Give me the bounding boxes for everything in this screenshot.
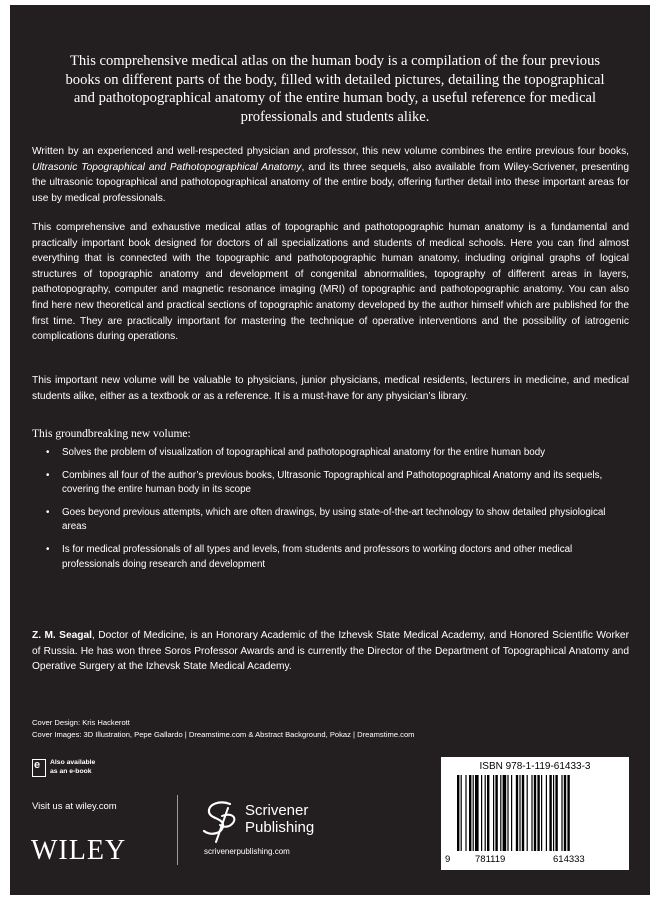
list-item	[46, 506, 621, 535]
ebook-notice-text	[50, 759, 95, 776]
feature-list-heading: This groundbreaking new volume:	[32, 428, 191, 440]
description-paragraph-1	[32, 144, 629, 206]
barcode-lead-digit: 9	[445, 854, 451, 865]
isbn-label: ISBN 978-1-119-61433-3	[479, 761, 591, 772]
description-paragraph-1-text-end: , and its three sequels, also available from Wiley-Scrivener, presenting the ultrasonic topographical and pathotopographical anatomy of the entire body, offering further detail into these important areas for use by medical professionals.	[32, 161, 629, 204]
ebook-notice	[32, 759, 95, 777]
list-item-text: Goes beyond previous attempts, which are often drawings, by using state-of-the-art technology to show detailed physiological areas	[62, 506, 606, 533]
bullet-icon: •	[46, 543, 50, 555]
bullet-icon: •	[46, 447, 50, 458]
description-paragraph-2: This comprehensive and exhaustive medical atlas of topographic and pathotopographic human anatomy is a fundamental and practically important book designed for doctors of all specializations and students of medical schools. Here you can find almost everything that is connected with the topographic and pathotopographic human anatomy, including original graphs of logical structures of topographic anatomy and development of congenital abnormalities, topography of different areas in layers, pathotopography, computer and magnetic resonance imaging (MRI) of topographic and pathotopographic anatomy. You can also find here new theoretical and practical sections of topographic anatomy developed by the author himself which are published for the first time. They are practically important for mastering the technique of operative interventions and the possibility of iatrogenic complications during operations.	[32, 222, 629, 343]
barcode-icon	[455, 775, 615, 855]
back-cover	[10, 5, 650, 895]
author-name: Z. M. Seagal	[32, 630, 93, 641]
ebook-line-1: Also available	[50, 759, 96, 766]
description-paragraph-3: This important new volume will be valuable to physicians, junior physicians, medical residents, lecturers in medicine, and medical students alike, either as a textbook or as a reference. It is a must-have for any physician’s library.	[32, 375, 629, 402]
feature-list	[46, 446, 621, 580]
barcode-digits-left: 781119	[475, 854, 506, 865]
list-item	[46, 469, 621, 498]
bullet-icon: •	[46, 506, 50, 518]
scrivener-url: scrivenerpublishing.com	[204, 847, 290, 856]
logo-divider	[177, 795, 178, 865]
scrivener-line-2: Publishing	[245, 819, 315, 836]
list-item	[46, 543, 621, 572]
list-item	[46, 446, 621, 461]
list-item-text: Is for medical professionals of all types and levels, from students and professors to working doctors and other medical professionals doing research and development	[62, 543, 573, 570]
bullet-icon: •	[46, 469, 50, 481]
isbn-barcode	[441, 757, 629, 870]
scrivener-sp-logo-icon	[200, 798, 242, 844]
cover-images-credit: Cover Images: 3D Illustration, Pepe Gallardo | Dreamstime.com & Abstract Background, Pokaz | Dreamstime.com	[32, 730, 415, 739]
cover-design-credit: Cover Design: Kris Hackerott	[32, 718, 130, 727]
previous-book-title: Ultrasonic Topographical and Pathotopographical Anatomy	[32, 161, 302, 173]
description-paragraph-1-text: Written by an experienced and well-respected physician and professor, this new volume combines the entire previous four books,	[32, 146, 629, 157]
author-bio-text: , Doctor of Medicine, is an Honorary Academic of the Izhevsk State Medical Academy, and Honored Scientific Worker of Russia. He has won three Soros Professor Awards and is currently the Director of the Department of Topographical Anatomy and Operative Surgery at the Izhevsk State Medical Academy.	[32, 630, 629, 673]
author-bio	[32, 628, 629, 675]
wiley-logo: WILEY	[31, 835, 127, 866]
ebook-icon	[32, 759, 46, 777]
list-item-text: Solves the problem of visualization of topographical and pathotopographical anatomy for the entire human body	[62, 447, 546, 458]
cover-credits	[32, 717, 415, 741]
scrivener-line-1: Scrivener	[245, 802, 309, 819]
intro-blurb: This comprehensive medical atlas on the human body is a compilation of the four previous books on different parts of the body, filled with detailed pictures, detailing the topographical and pathotopographical anatomy of the entire human body, a useful reference for medical professionals and students alike.	[65, 53, 605, 125]
scrivener-publishing-wordmark	[245, 802, 314, 836]
list-item-text: Combines all four of the author’s previous books, Ultrasonic Topographical and Pathotopographical Anatomy and its sequels, covering the entire human body in its scope	[62, 469, 603, 496]
ebook-line-2: as an e-book	[50, 767, 92, 775]
barcode-digits-right: 614333	[553, 854, 585, 865]
publisher-website: Visit us at wiley.com	[32, 801, 117, 812]
